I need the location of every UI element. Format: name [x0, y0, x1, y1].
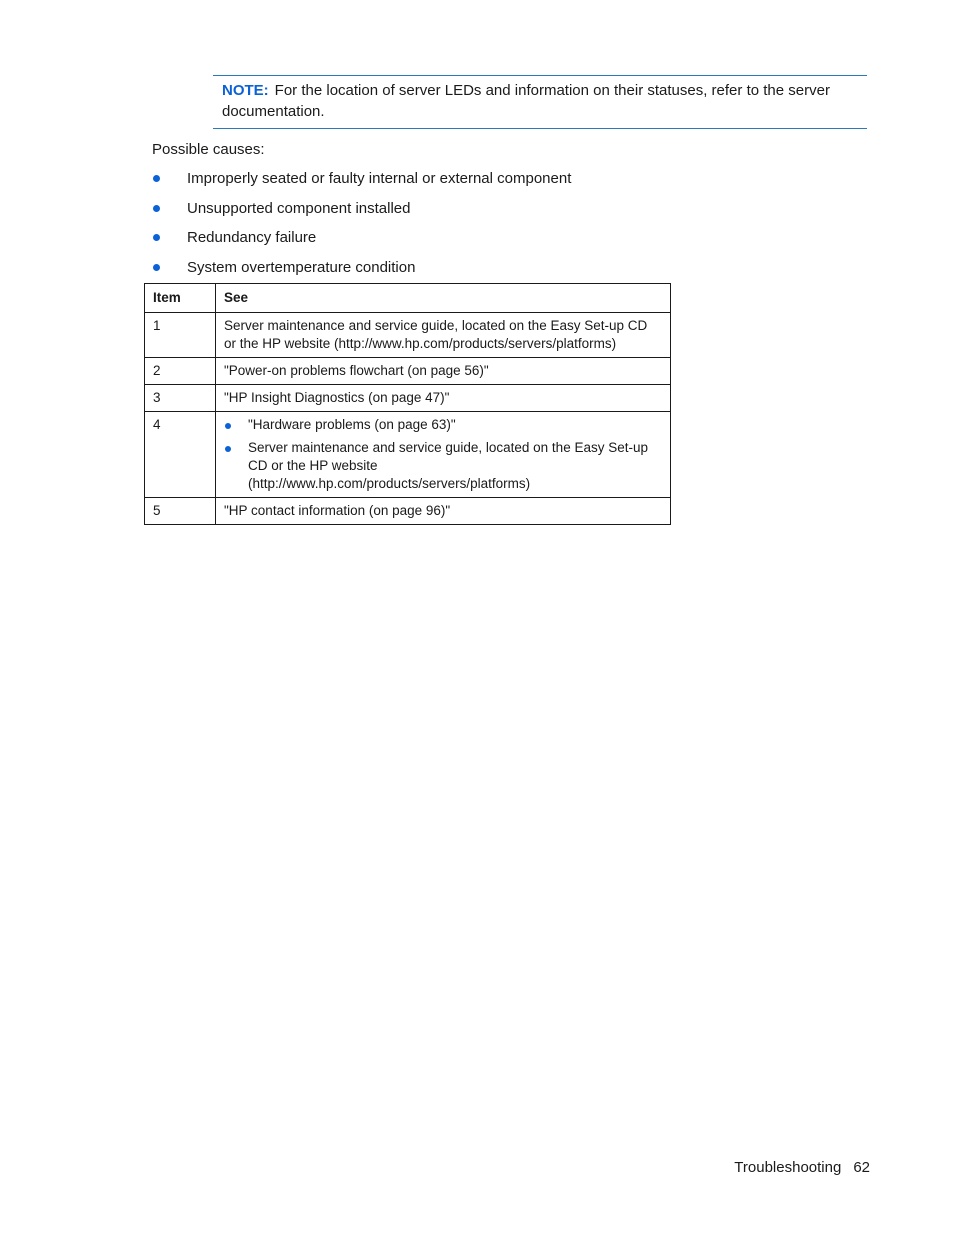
page-number: 62 — [853, 1159, 870, 1176]
note-label: NOTE: — [222, 82, 269, 99]
cell-item: 3 — [145, 385, 216, 412]
bullet-icon — [225, 446, 231, 452]
cell-see-link[interactable]: "HP contact information (on page 96)" — [216, 498, 671, 525]
note-box — [213, 75, 867, 129]
bullet-icon — [153, 234, 160, 241]
cell-see: Server maintenance and service guide, located on the Easy Set-up CD or the HP website (http://www.hp.com/products/servers/platforms) — [216, 313, 671, 358]
list-item — [152, 257, 571, 287]
table-row — [145, 412, 671, 498]
footer-section: Troubleshooting — [734, 1159, 842, 1176]
note-text: For the location of server LEDs and information on their statuses, refer to the server documentation. — [222, 82, 830, 120]
cell-item: 5 — [145, 498, 216, 525]
table-header-row — [145, 284, 671, 313]
list-item — [224, 416, 662, 434]
possible-causes-heading: Possible causes: — [152, 141, 265, 158]
cause-text: Unsupported component installed — [187, 199, 411, 217]
list-item — [224, 439, 662, 493]
cause-text: Redundancy failure — [187, 229, 317, 246]
header-see: See — [216, 284, 671, 313]
reference-table — [144, 283, 671, 525]
cell-see-link[interactable]: "Power-on problems flowchart (on page 56)" — [216, 358, 671, 385]
list-item — [152, 198, 571, 228]
table-row — [145, 385, 671, 412]
causes-list — [152, 168, 571, 286]
cause-text: Improperly seated or faulty internal or external component — [187, 170, 572, 187]
see-link[interactable]: "Hardware problems (on page 63)" — [248, 417, 456, 432]
list-item — [152, 168, 571, 198]
bullet-icon — [153, 175, 160, 182]
cell-see-link[interactable]: "HP Insight Diagnostics (on page 47)" — [216, 385, 671, 412]
bullet-icon — [153, 264, 160, 271]
table-row — [145, 498, 671, 525]
list-item — [152, 227, 571, 257]
cell-see-list — [216, 412, 671, 498]
bullet-icon — [225, 423, 231, 429]
table-row — [145, 358, 671, 385]
header-item: Item — [145, 284, 216, 313]
see-text: Server maintenance and service guide, located on the Easy Set-up CD or the HP website (http://www.hp.com/products/servers/platforms) — [248, 440, 648, 491]
cause-text: System overtemperature condition — [187, 258, 416, 276]
bullet-icon — [153, 205, 160, 212]
table-row — [145, 313, 671, 358]
cell-item: 4 — [145, 412, 216, 498]
cell-item: 1 — [145, 313, 216, 358]
cell-item: 2 — [145, 358, 216, 385]
page-footer — [734, 1157, 870, 1178]
see-sub-list — [224, 416, 662, 493]
